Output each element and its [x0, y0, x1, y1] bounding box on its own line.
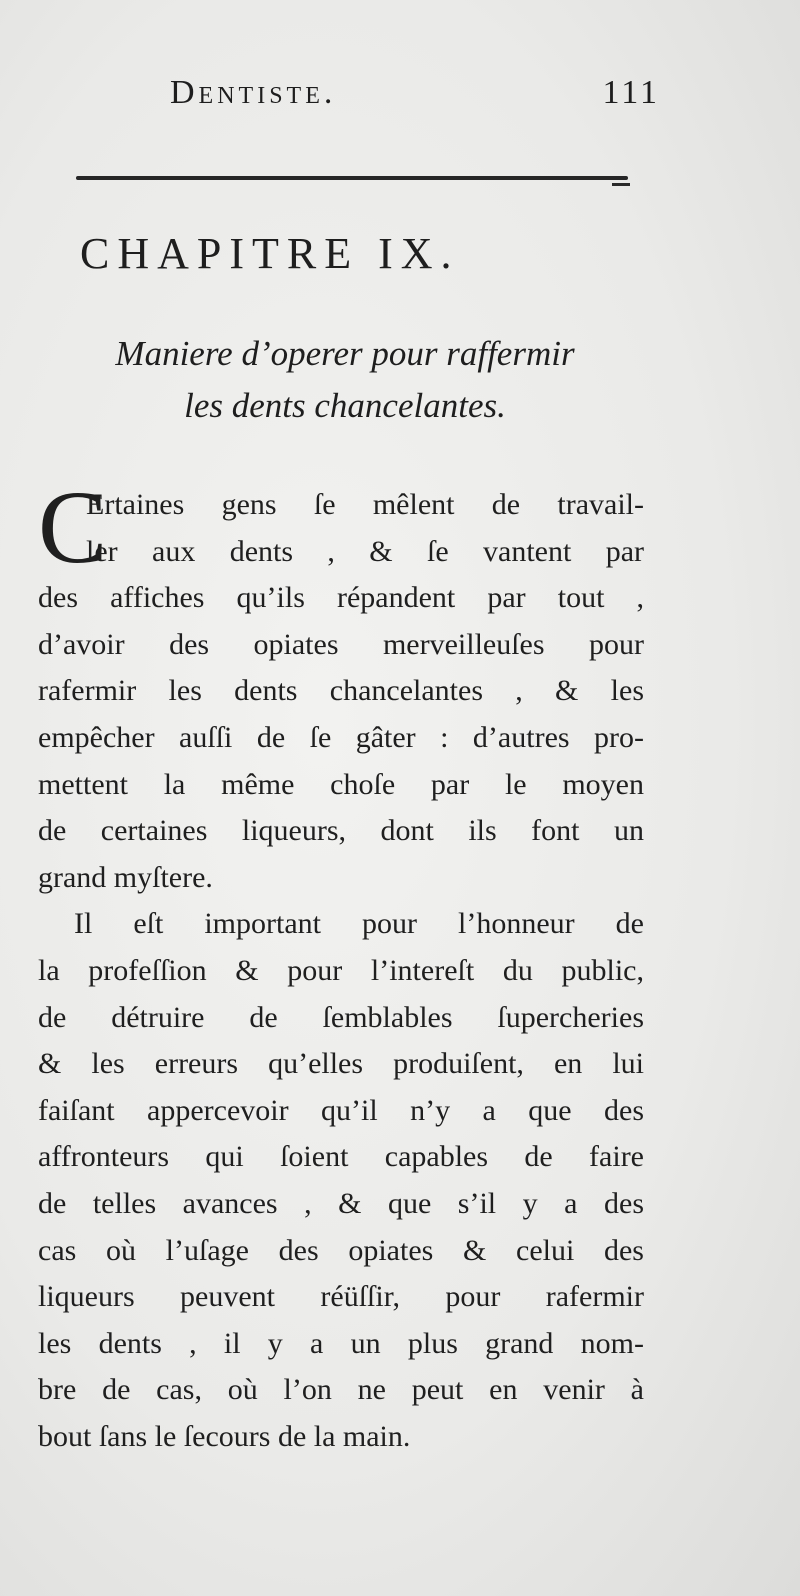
header-rule	[76, 176, 628, 180]
paragraph	[38, 901, 644, 1460]
text-line: bout ſans le ſecours de la main.	[38, 1419, 411, 1453]
text-line: cas où l’uſage des opiates & celui des	[38, 1233, 644, 1267]
subtitle-line: Maniere d’operer pour raffermir	[115, 334, 575, 373]
text-line: empêcher auſſi de ſe gâter : d’autres pro-	[38, 720, 644, 754]
text-line: ler aux dents , & ſe vantent par	[86, 534, 644, 568]
text-line: rafermir les dents chancelantes , & les	[38, 674, 644, 708]
text-line: des affiches qu’ils répandent par tout ,	[38, 581, 644, 615]
text-line: Il eſt important pour l’honneur de	[74, 907, 644, 941]
text-line: d’avoir des opiates merveilleuſes pour	[38, 627, 644, 661]
text-line: les dents , il y a un plus grand nom-	[38, 1326, 644, 1360]
running-title: Dentiste.	[170, 74, 337, 111]
text-line: liqueurs peuvent réüſſir, pour rafermir	[38, 1280, 644, 1314]
text-line: mettent la même choſe par le moyen	[38, 767, 644, 801]
chapter-subtitle	[40, 328, 650, 432]
text-line: Ertaines gens ſe mêlent de travail-	[86, 488, 644, 521]
text-line: & les erreurs qu’elles produiſent, en lui	[38, 1047, 644, 1081]
drop-cap: C	[38, 470, 108, 585]
text-line: faiſant appercevoir qu’il n’y a que des	[38, 1093, 644, 1127]
text-line: de telles avances , & que s’il y a des	[38, 1186, 644, 1220]
subtitle-line: les dents chancelantes.	[184, 386, 506, 425]
page-number: 111	[602, 74, 660, 111]
chapter-heading: CHAPITRE IX.	[80, 229, 460, 278]
text-line: de détruire de ſemblables ſupercheries	[38, 1000, 644, 1034]
running-head	[170, 74, 660, 124]
body-text	[38, 470, 644, 1460]
text-line: affronteurs qui ſoient capables de faire	[38, 1140, 644, 1174]
text-line: la profeſſion & pour l’intereſt du public,	[38, 953, 644, 987]
text-line: bre de cas, où l’on ne peut en venir à	[38, 1373, 644, 1407]
text-line: grand myſtere.	[38, 860, 213, 894]
paragraph	[38, 470, 644, 901]
header-rule-dash	[612, 183, 630, 186]
text-line: de certaines liqueurs, dont ils font un	[38, 814, 644, 848]
